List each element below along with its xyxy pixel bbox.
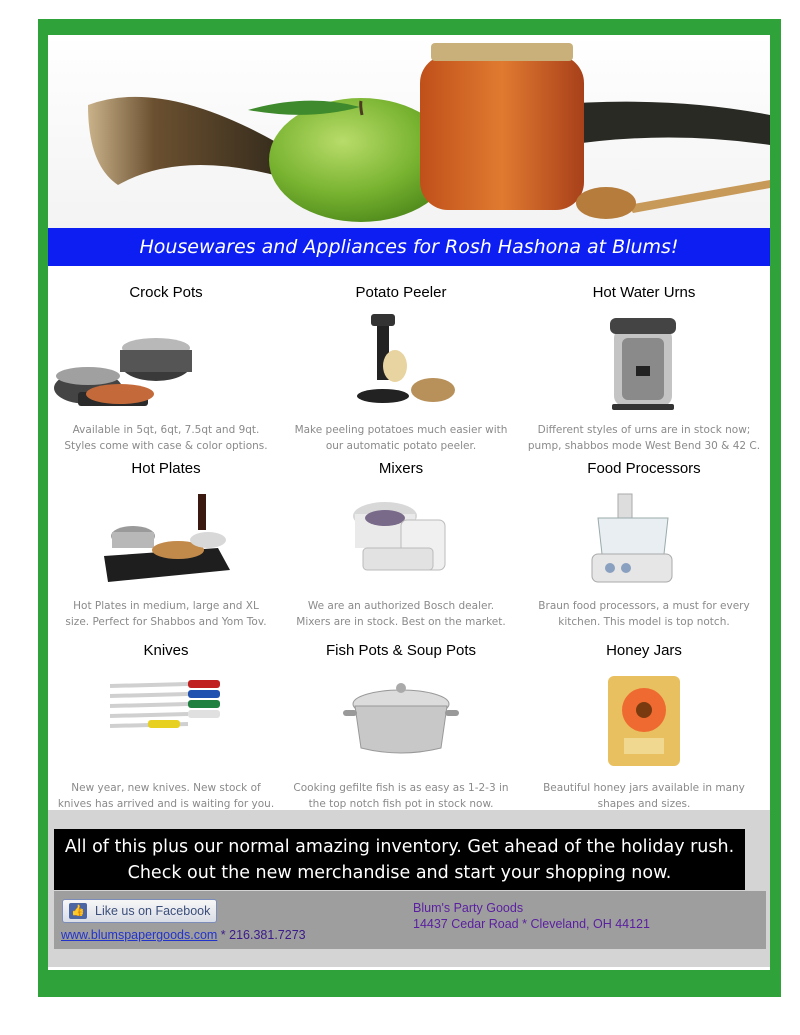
- product-title: Mixers: [378, 460, 424, 477]
- product-mixers: [283, 458, 519, 630]
- product-description: Braun food processors, a must for every kitchen. This model is top notch.: [538, 600, 750, 628]
- food-processor-image: [526, 484, 762, 594]
- product-description: Hot Plates in medium, large and XL size. Perfect for Shabbos and Yom Tov.: [65, 600, 267, 628]
- product-hot-water-urns: [526, 282, 762, 454]
- product-hot-plates: [48, 458, 284, 630]
- product-food-processors: [526, 458, 762, 630]
- potato-peeler-image: [283, 308, 519, 418]
- promo-line-1: All of this plus our normal amazing inventory. Get ahead of the holiday rush.: [64, 837, 735, 857]
- product-title: Food Processors: [587, 460, 701, 477]
- product-title: Honey Jars: [606, 642, 682, 659]
- facebook-like-button[interactable]: [62, 899, 217, 923]
- product-title: Potato Peeler: [355, 284, 447, 301]
- product-title: Hot Plates: [131, 460, 201, 477]
- promo-banner: [54, 829, 745, 890]
- promo-line-2: Check out the new merchandise and start your shopping now.: [127, 863, 672, 883]
- fish-pot-image: [283, 666, 519, 776]
- product-honey-jars: [526, 640, 762, 812]
- product-potato-peeler: [283, 282, 519, 454]
- product-description: Beautiful honey jars available in many shapes and sizes.: [543, 782, 745, 810]
- product-title: Crock Pots: [129, 284, 203, 301]
- store-info: [413, 900, 650, 932]
- shofar-apple-honey-illustration: [48, 35, 770, 228]
- mixer-image: [283, 484, 519, 594]
- honey-jar-image: [526, 666, 762, 776]
- store-name: Blum's Party Goods: [413, 901, 524, 915]
- facebook-like-label: Like us on Facebook: [95, 904, 211, 918]
- product-description: Cooking gefilte fish is as easy as 1-2-3 in the top notch fish pot in stock now.: [293, 782, 509, 810]
- product-knives: [48, 640, 284, 812]
- hot-water-urn-image: [526, 308, 762, 418]
- product-crock-pots: [48, 282, 284, 454]
- hot-plates-image: [48, 484, 284, 594]
- hero-image: [48, 35, 770, 228]
- phone-number: * 216.381.7273: [217, 928, 306, 942]
- thumbs-up-icon: 👍: [69, 903, 87, 919]
- product-description: We are an authorized Bosch dealer. Mixers are in stock. Best on the market.: [296, 600, 506, 628]
- product-title: Fish Pots & Soup Pots: [325, 642, 477, 659]
- product-fish-pots: [283, 640, 519, 812]
- banner-title: Housewares and Appliances for Rosh Hashona at Blums!: [48, 228, 770, 266]
- product-title: Hot Water Urns: [592, 284, 696, 301]
- product-description: Make peeling potatoes much easier with our automatic potato peeler.: [294, 424, 508, 452]
- product-title: Knives: [143, 642, 189, 659]
- product-description: New year, new knives. New stock of knives has arrived and is waiting for you.: [57, 782, 275, 810]
- website-line: [61, 928, 306, 942]
- knives-image: [48, 666, 284, 776]
- store-address: 14437 Cedar Road * Cleveland, OH 44121: [413, 917, 650, 931]
- product-description: Different styles of urns are in stock now; pump, shabbos mode West Bend 30 & 42 C.: [527, 424, 761, 452]
- product-description: Available in 5qt, 6qt, 7.5qt and 9qt. Styles come with case & color options.: [64, 424, 268, 452]
- crock-pots-image: [48, 308, 284, 418]
- website-link[interactable]: www.blumspapergoods.com: [61, 928, 218, 942]
